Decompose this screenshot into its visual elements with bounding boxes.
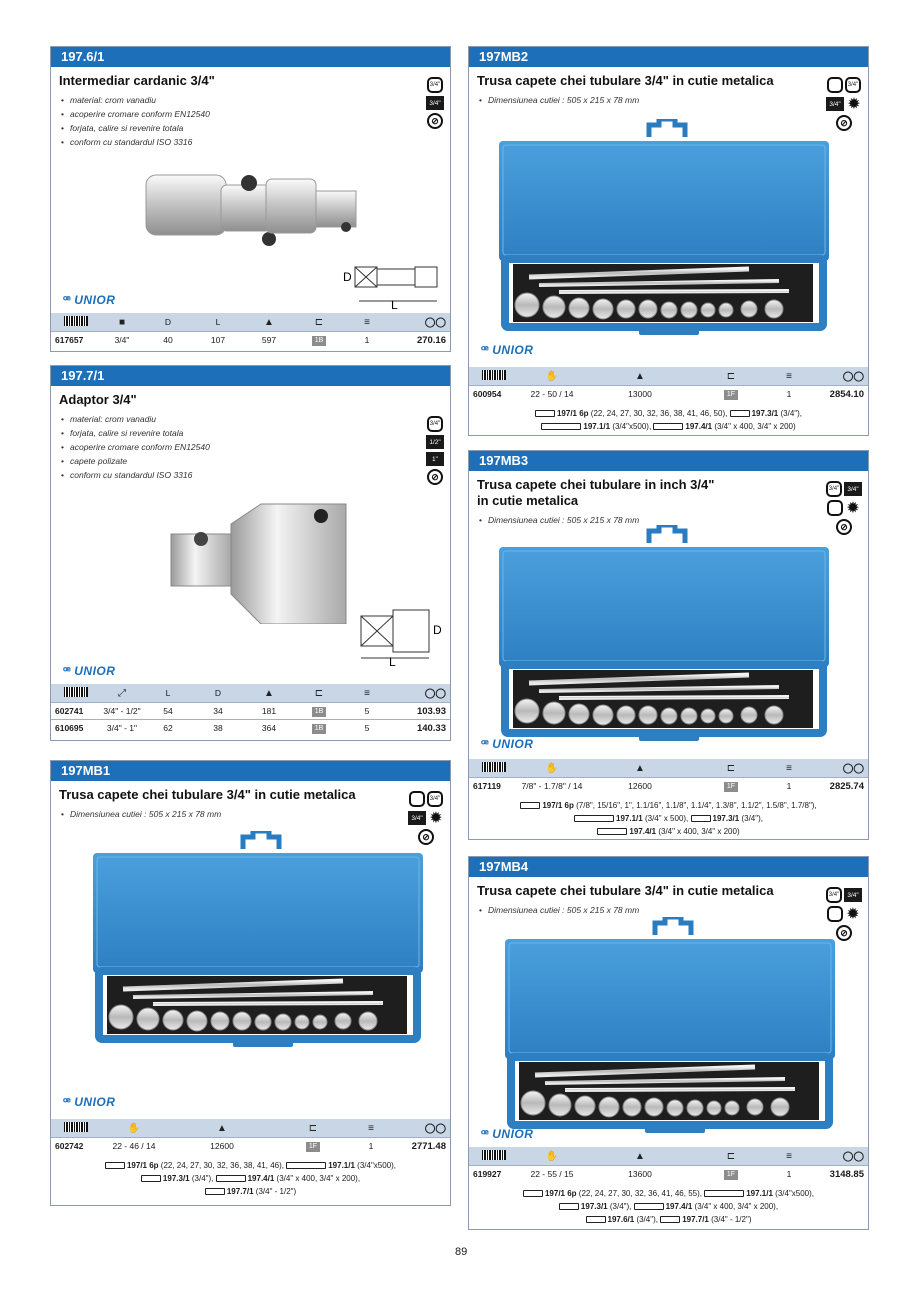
product-title <box>477 477 868 509</box>
weight-icon: ▲ <box>635 370 645 382</box>
product-title: Trusa capete chei tubulare 3/4" in cutie metalica <box>477 883 774 898</box>
table-header <box>469 759 868 777</box>
article-code: 619927 <box>473 1169 502 1179</box>
price: 2771.48 <box>411 1140 446 1152</box>
socket-range: 22 - 55 / 15 <box>530 1169 574 1179</box>
quantity-icon: ≡ <box>786 1150 792 1162</box>
barcode-icon <box>469 370 519 382</box>
item-desc: (3/4"), <box>780 409 803 418</box>
socket-icon <box>535 410 555 417</box>
item-ref: 197/1 6p <box>126 1161 159 1170</box>
hex-socket-icon <box>827 500 843 516</box>
size-badge-icon: 3/4" <box>844 482 862 496</box>
item-desc: (3/4"), <box>609 1202 632 1211</box>
unior-logo: ꟹ UNIOR <box>63 1095 116 1109</box>
adaptor-icon <box>660 1216 680 1223</box>
feature-item: • acoperire cromare conform EN12540 <box>61 107 450 121</box>
col-l: L <box>215 317 221 327</box>
table-header <box>51 684 450 702</box>
weight: 181 <box>261 706 277 716</box>
socket-icon <box>520 802 540 809</box>
t-bar-icon <box>691 815 711 822</box>
quantity-icon: ≡ <box>786 370 792 382</box>
socket-range: 7/8" - 1.7/8" / 14 <box>521 781 583 791</box>
square-drive-icon: 3/4" <box>845 77 861 93</box>
price-icon: ◯◯ <box>842 762 864 774</box>
table-row <box>469 777 868 794</box>
size-badge-icon: 3/4" <box>408 811 426 825</box>
item-ref: 197/1 6p <box>556 409 589 418</box>
universal-joint-photo <box>141 165 371 255</box>
square-drive-icon: 3/4" <box>826 481 842 497</box>
set-contents <box>469 1187 868 1226</box>
item-desc: (3/4" - 1/2") <box>255 1187 297 1196</box>
table-header <box>469 367 868 385</box>
price-table <box>51 1119 450 1154</box>
package-icon: ⊏ <box>726 370 736 382</box>
weight-icon: ▲ <box>264 316 274 328</box>
size-badge-icon: 3/4" <box>844 888 862 902</box>
socket-range-icon: ✋ <box>545 370 559 382</box>
package-code: 1F <box>724 390 738 400</box>
quantity-icon: ≡ <box>786 762 792 774</box>
feature-list <box>479 93 868 107</box>
quantity: 1 <box>368 1141 374 1151</box>
ratchet-gear-icon: ✹ <box>429 810 443 827</box>
t-bar-icon <box>141 1175 161 1182</box>
product-card-197-7-1 <box>50 365 451 741</box>
product-title: Trusa capete chei tubulare 3/4" in cutie metalica <box>477 73 774 88</box>
socket-range-icon: ✋ <box>545 762 559 774</box>
square-drive-icon: 3/4" <box>826 887 842 903</box>
ratchet-icon <box>574 815 614 822</box>
hex-socket-icon <box>409 791 425 807</box>
package-code: 1B <box>312 336 327 346</box>
quantity: 5 <box>364 723 370 733</box>
square-drive-icon: 3/4" <box>427 791 443 807</box>
length: 54 <box>163 706 173 716</box>
diameter: 38 <box>213 723 223 733</box>
item-ref: 197.6/1 <box>607 1215 635 1224</box>
item-ref: 197.1/1 <box>746 1189 773 1198</box>
table-row <box>51 719 450 736</box>
size: 3/4" <box>114 335 130 345</box>
spec-icons <box>426 416 444 485</box>
unior-logo: ꟹ UNIOR <box>63 293 116 307</box>
spec-icons <box>826 77 862 131</box>
quantity-icon: ≡ <box>368 1122 374 1134</box>
item-desc: (3/4"x500), <box>357 1161 397 1170</box>
extension-bar-icon <box>634 1203 664 1210</box>
item-ref: 197.7/1 <box>682 1215 709 1224</box>
t-bar-icon <box>559 1203 579 1210</box>
package-code: 1B <box>312 707 327 717</box>
price-icon: ◯◯ <box>842 370 864 382</box>
no-impact-icon: ⊘ <box>836 519 852 535</box>
price-table <box>469 759 868 794</box>
price-table <box>51 313 450 348</box>
table-row <box>469 385 868 402</box>
svg-text:D: D <box>343 270 352 284</box>
adaptor-photo <box>161 494 361 624</box>
item-ref: 197.4/1 <box>629 827 657 836</box>
quantity: 1 <box>786 1169 792 1179</box>
item-ref: 197.1/1 <box>328 1161 355 1170</box>
price: 2825.74 <box>829 780 864 792</box>
item-ref: 197.4/1 <box>665 1202 693 1211</box>
price: 103.93 <box>416 705 446 717</box>
product-code: 197MB3 <box>469 451 868 471</box>
feature-item: • conform cu standardul ISO 3316 <box>61 468 450 482</box>
product-code: 197.6/1 <box>51 47 450 67</box>
article-code: 617657 <box>55 335 84 345</box>
table-header <box>51 313 450 331</box>
price-icon: ◯◯ <box>424 687 446 699</box>
weight: 13600 <box>628 1169 652 1179</box>
no-impact-icon: ⊘ <box>418 829 434 845</box>
feature-item: • conform cu standardul ISO 3316 <box>61 135 450 149</box>
conversion-icon: ⤢ <box>118 687 126 699</box>
table-row <box>51 331 450 348</box>
feature-list <box>61 93 450 149</box>
no-impact-icon: ⊘ <box>836 115 852 131</box>
tool-case-photo <box>499 525 829 745</box>
quantity: 5 <box>364 706 370 716</box>
product-title: Intermediar cardanic 3/4" <box>59 73 215 88</box>
item-desc: (3/4" x 400, 3/4" x 200), <box>694 1202 779 1211</box>
price-icon: ◯◯ <box>842 1150 864 1162</box>
item-ref: 197.3/1 <box>162 1174 190 1183</box>
package-code: 1F <box>306 1142 320 1152</box>
hex-socket-icon <box>827 77 843 93</box>
quantity: 1 <box>786 781 792 791</box>
feature-item: • material: crom vanadiu <box>61 412 450 426</box>
feature-item: • acoperire cromare conform EN12540 <box>61 440 450 454</box>
title-line: Trusa capete chei tubulare in inch 3/4" <box>477 477 715 492</box>
price-table <box>469 1147 868 1182</box>
quantity-icon: ≡ <box>364 316 370 328</box>
set-contents <box>469 407 868 433</box>
adaptor-icon <box>205 1188 225 1195</box>
extension-bar-icon <box>216 1175 246 1182</box>
ratchet-gear-icon: ✹ <box>846 500 860 517</box>
col-l: L <box>165 688 171 698</box>
product-code: 197MB2 <box>469 47 868 67</box>
item-ref: 197.4/1 <box>247 1174 275 1183</box>
item-desc: (3/4" x 500), <box>644 814 689 823</box>
diameter: 34 <box>213 706 223 716</box>
table-header <box>469 1147 868 1165</box>
item-desc: (3/4" - 1/2") <box>711 1215 752 1224</box>
no-impact-icon: ⊘ <box>427 469 443 485</box>
item-desc: (22, 24, 27, 30, 32, 36, 38, 41, 46), <box>160 1161 284 1170</box>
item-desc: (3/4"x500), <box>612 422 652 431</box>
item-desc: (3/4" x 400, 3/4" x 200) <box>714 422 796 431</box>
quantity-icon: ≡ <box>364 687 370 699</box>
package-code: 1F <box>724 1170 738 1180</box>
weight: 12600 <box>628 781 652 791</box>
weight: 597 <box>261 335 277 345</box>
product-card-197mb3 <box>468 450 869 840</box>
feature-item: • Dimensiunea cutiei : 505 x 215 x 78 mm <box>479 903 868 917</box>
feature-item: • Dimensiunea cutiei : 505 x 215 x 78 mm <box>61 807 450 821</box>
unior-logo: ꟹ UNIOR <box>481 737 534 751</box>
package-icon: ⊏ <box>726 1150 736 1162</box>
svg-text:L: L <box>391 298 398 311</box>
article-code: 600954 <box>473 389 502 399</box>
product-code: 197MB4 <box>469 857 868 877</box>
svg-text:L: L <box>389 655 396 666</box>
table-row <box>51 702 450 719</box>
socket-range-icon: ✋ <box>545 1150 559 1162</box>
socket-range: 22 - 50 / 14 <box>530 389 574 399</box>
quantity: 1 <box>786 389 792 399</box>
table-header <box>51 1119 450 1137</box>
square-drive-icon: 3/4" <box>427 416 443 432</box>
article-code: 602741 <box>55 706 84 716</box>
extension-bar-icon <box>597 828 627 835</box>
weight: 13000 <box>628 389 652 399</box>
item-ref: 197.3/1 <box>712 814 740 823</box>
square-drive-icon: 3/4" <box>427 77 443 93</box>
ratchet-icon <box>704 1190 744 1197</box>
article-code: 617119 <box>473 781 501 791</box>
package-icon: ⊏ <box>314 316 324 328</box>
item-desc: (3/4" x 400, 3/4" x 200) <box>658 827 740 836</box>
package-icon: ⊏ <box>308 1122 318 1134</box>
feature-item: • Dimensiunea cutiei : 505 x 215 x 78 mm <box>479 513 868 527</box>
item-desc: (3/4"), <box>191 1174 214 1183</box>
length: 107 <box>210 335 226 345</box>
product-code: 197.7/1 <box>51 366 450 386</box>
weight: 12600 <box>210 1141 234 1151</box>
col-d: D <box>214 688 222 698</box>
price: 2854.10 <box>829 388 864 400</box>
item-desc: (3/4"), <box>741 814 763 823</box>
socket-icon <box>523 1190 543 1197</box>
price: 140.33 <box>416 722 446 734</box>
dimension-drawing <box>351 606 451 666</box>
table-row <box>51 1137 450 1154</box>
spec-icons <box>426 77 444 129</box>
spec-icons <box>826 481 862 535</box>
set-contents <box>51 1159 450 1198</box>
feature-item: • Dimensiunea cutiei : 505 x 215 x 78 mm <box>479 93 868 107</box>
item-ref: 197.4/1 <box>685 422 713 431</box>
page-number: 89 <box>455 1246 468 1258</box>
barcode-icon <box>469 762 519 774</box>
product-code: 197MB1 <box>51 761 450 781</box>
item-ref: 197.3/1 <box>751 409 779 418</box>
package-icon: ⊏ <box>726 762 736 774</box>
ratchet-icon <box>541 423 581 430</box>
size-badge-icon: 3/4" <box>426 96 444 110</box>
feature-item: • forjata, calire si revenire totala <box>61 426 450 440</box>
article-code: 602742 <box>55 1141 84 1151</box>
ratchet-icon <box>286 1162 326 1169</box>
square-icon: ■ <box>118 316 126 328</box>
barcode-icon <box>469 1150 519 1162</box>
svg-text:D: D <box>433 623 442 637</box>
item-ref: 197.1/1 <box>583 422 611 431</box>
item-desc: (3/4"), <box>636 1215 658 1224</box>
item-desc: (3/4"x500), <box>775 1189 815 1198</box>
size-badge-icon: 1/2" <box>426 435 444 449</box>
item-ref: 197.3/1 <box>580 1202 608 1211</box>
extension-bar-icon <box>653 423 683 430</box>
set-contents <box>469 799 868 838</box>
product-card-197mb2 <box>468 46 869 436</box>
no-impact-icon: ⊘ <box>836 925 852 941</box>
col-d: D <box>164 317 172 327</box>
product-card-197mb1 <box>50 760 451 1206</box>
feature-item: • capete polizate <box>61 454 450 468</box>
quantity: 1 <box>364 335 370 345</box>
price-icon: ◯◯ <box>424 1122 446 1134</box>
socket-icon <box>105 1162 125 1169</box>
product-card-197mb4 <box>468 856 869 1230</box>
feature-list <box>479 903 868 917</box>
price: 270.16 <box>416 334 446 346</box>
size-badge-icon: 3/4" <box>826 97 844 111</box>
dimension-drawing <box>341 261 451 311</box>
size: 3/4" - 1/2" <box>103 706 141 716</box>
feature-item: • material: crom vanadiu <box>61 93 450 107</box>
product-title: Trusa capete chei tubulare 3/4" in cutie metalica <box>59 787 356 802</box>
universal-joint-icon <box>586 1216 606 1223</box>
product-title: Adaptor 3/4" <box>59 392 137 407</box>
barcode-icon <box>51 316 101 328</box>
barcode-icon <box>51 687 101 699</box>
feature-list <box>61 807 450 821</box>
product-card-197-6-1 <box>50 46 451 352</box>
item-ref: 197/1 6p <box>544 1189 577 1198</box>
socket-range-icon: ✋ <box>127 1122 141 1134</box>
article-code: 610695 <box>55 723 84 733</box>
weight-icon: ▲ <box>217 1122 227 1134</box>
size-badge-icon: 1" <box>426 452 444 466</box>
item-desc: (22, 24, 27, 30, 32, 36, 41, 46, 55), <box>578 1189 702 1198</box>
item-ref: 197.1/1 <box>616 814 643 823</box>
tool-case-photo <box>499 119 829 339</box>
diameter: 40 <box>163 335 173 345</box>
barcode-icon <box>51 1122 101 1134</box>
package-icon: ⊏ <box>314 687 324 699</box>
table-row <box>469 1165 868 1182</box>
item-desc: (3/4" x 400, 3/4" x 200), <box>276 1174 361 1183</box>
ratchet-gear-icon: ✹ <box>847 96 861 113</box>
item-desc: (22, 24, 27, 30, 32, 36, 38, 41, 46, 50), <box>590 409 728 418</box>
feature-item: • forjata, calire si revenire totala <box>61 121 450 135</box>
no-impact-icon: ⊘ <box>427 113 443 129</box>
size: 3/4" - 1" <box>106 723 138 733</box>
price: 3148.85 <box>829 1168 864 1180</box>
weight: 364 <box>261 723 277 733</box>
item-ref: 197/1 6p <box>542 801 574 810</box>
price-table <box>469 367 868 402</box>
package-code: 1B <box>312 724 327 734</box>
unior-logo: ꟹ UNIOR <box>481 343 534 357</box>
weight-icon: ▲ <box>635 1150 645 1162</box>
length: 62 <box>163 723 173 733</box>
socket-range: 22 - 46 / 14 <box>112 1141 156 1151</box>
ratchet-gear-icon: ✹ <box>846 906 860 923</box>
feature-list <box>61 412 450 482</box>
weight-icon: ▲ <box>635 762 645 774</box>
price-icon: ◯◯ <box>424 316 446 328</box>
t-bar-icon <box>730 410 750 417</box>
weight-icon: ▲ <box>264 687 274 699</box>
title-line: in cutie metalica <box>477 493 579 508</box>
unior-logo: ꟹ UNIOR <box>63 664 116 678</box>
package-code: 1F <box>724 782 738 792</box>
tool-case-photo <box>505 917 835 1137</box>
price-table <box>51 684 450 736</box>
tool-case-photo <box>93 831 423 1051</box>
unior-logo: ꟹ UNIOR <box>481 1127 534 1141</box>
item-ref: 197.7/1 <box>226 1187 254 1196</box>
item-desc: (7/8", 15/16", 1", 1.1/16", 1.1/8", 1.1/4", 1.3/8", 1.1/2", 1.5/8", 1.7/8"), <box>576 801 817 810</box>
